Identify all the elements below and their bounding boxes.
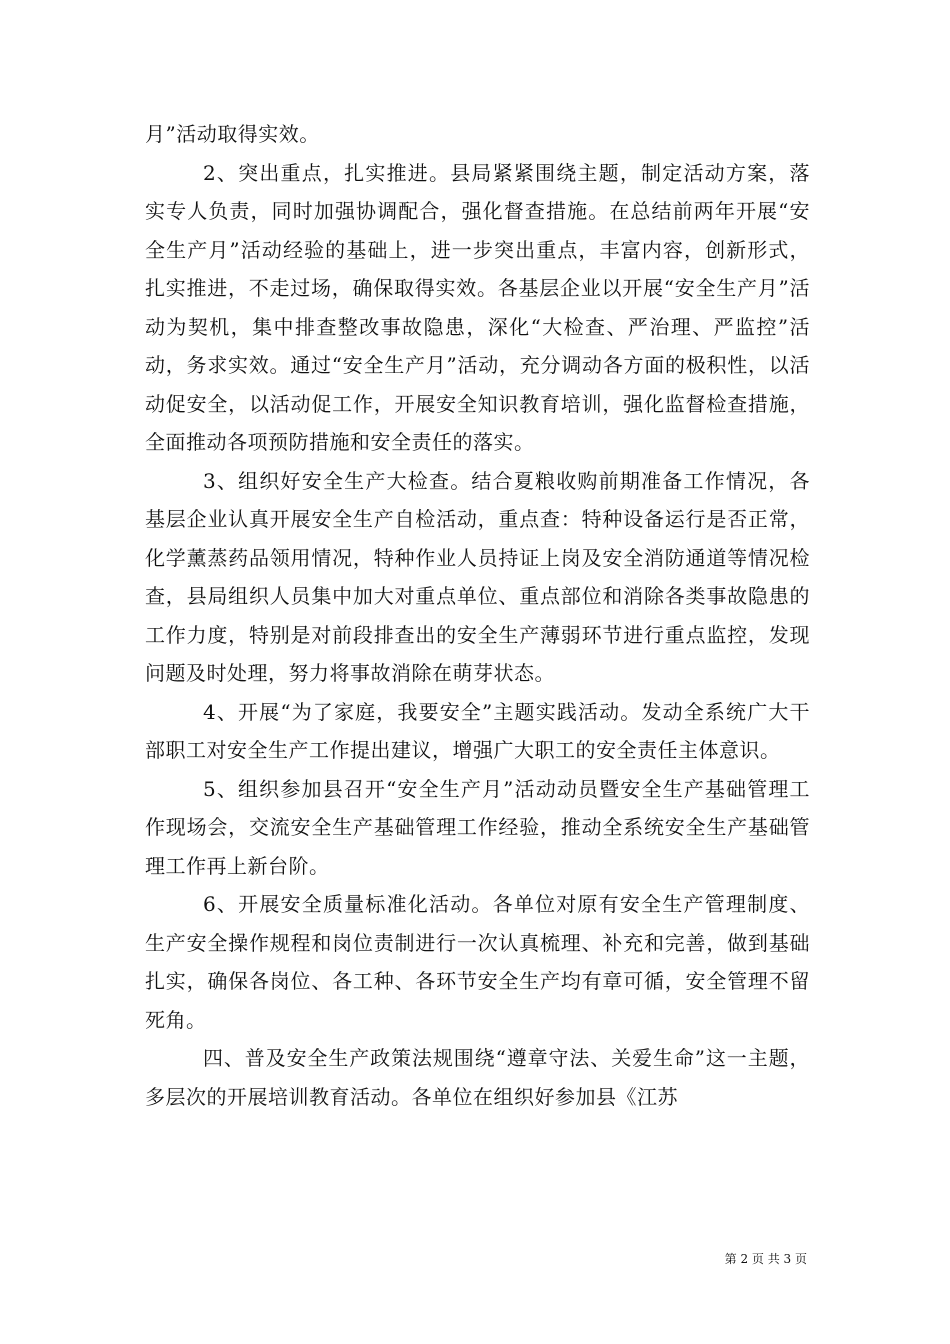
paragraph-item-3: 3、组织好安全生产大检查。结合夏粮收购前期准备工作情况，各基层企业认真开展安全生产自检活动，重点查：特种设备运行是否正常，化学薰蒸药品领用情况，特种作业人员持证上岗及安全消防通道等情况检查，县局组织人员集中加大对重点单位、重点部位和消除各类事故隐患的工作力度，特别是对前段排查出的安全生产薄弱环节进行重点监控，发现问题及时处理，努力将事故消除在萌芽状态。	[145, 468, 810, 685]
paragraph-item-6: 6、开展安全质量标准化活动。各单位对原有安全生产管理制度、生产安全操作规程和岗位责制进行一次认真梳理、补充和完善，做到基础扎实，确保各岗位、各工种、各环节安全生产均有章可循，安全管理不留死角。	[145, 892, 810, 1032]
page-number-label: 第 2 页 共 3 页	[724, 1252, 807, 1266]
paragraph-item-4: 4、开展“为了家庭，我要安全”主题实践活动。发动全系统广大干部职工对安全生产工作提出建议，增强广大职工的安全责任主体意识。	[145, 699, 810, 762]
document-body	[145, 115, 810, 1116]
paragraph-item-5: 5、组织参加县召开“安全生产月”活动动员暨安全生产基础管理工作现场会，交流安全生产基础管理工作经验，推动全系统安全生产基础管理工作再上新台阶。	[145, 776, 810, 878]
paragraph-item-2: 2、突出重点，扎实推进。县局紧紧围绕主题，制定活动方案，落实专人负责，同时加强协调配合，强化督查措施。在总结前两年开展“安全生产月”活动经验的基础上，进一步突出重点，丰富内容，创新形式，扎实推进，不走过场，确保取得实效。各基层企业以开展“安全生产月”活动为契机，集中排查整改事故隐患，深化“大检查、严治理、严监控”活动，务求实效。通过“安全生产月”活动，充分调动各方面的极积性，以活动促安全，以活动促工作，开展安全知识教育培训，强化监督检查措施，全面推动各项预防措施和安全责任的落实。	[145, 160, 810, 454]
paragraph-continuation: 月”活动取得实效。	[145, 122, 320, 146]
paragraph-section-4: 四、普及安全生产政策法规围绕“遵章守法、关爱生命”这一主题，多层次的开展培训教育活动。各单位在组织好参加县《江苏	[145, 1046, 810, 1109]
